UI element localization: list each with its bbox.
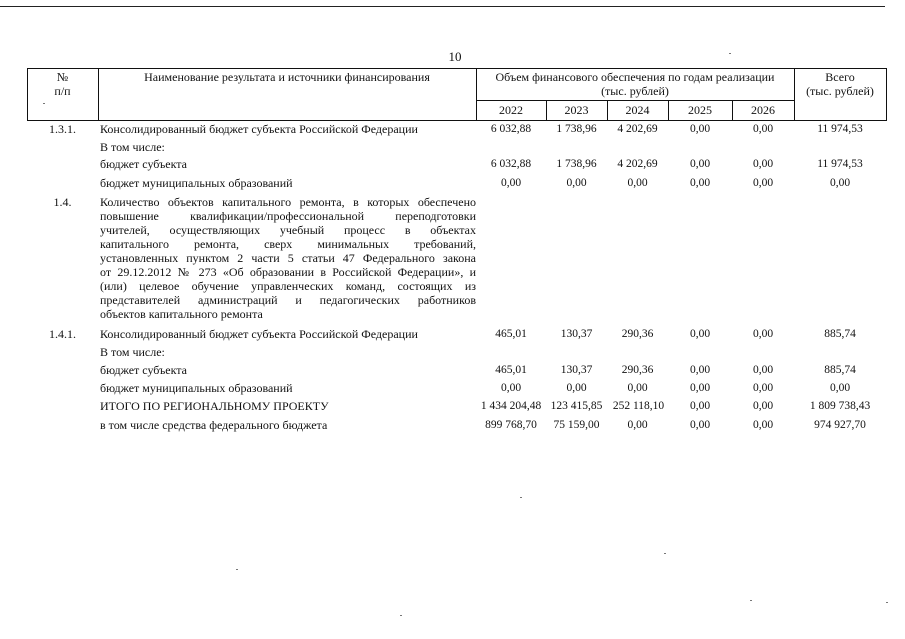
value-2023: 123 415,85 (550, 400, 603, 412)
value-2023: 75 159,00 (553, 419, 600, 431)
value-2022: 0,00 (500, 382, 522, 394)
value-2026: 0,00 (752, 158, 774, 170)
value-2023: 1 738,96 (556, 158, 597, 170)
row-name: В том числе: (100, 345, 165, 359)
value-2026: 0,00 (752, 382, 774, 394)
row-number: 1.4. (53, 195, 72, 209)
row-name: Консолидированный бюджет субъекта Российской Федерации (100, 122, 418, 136)
value-2024: 0,00 (627, 177, 648, 189)
value-2022: 465,01 (495, 364, 527, 376)
value-total: 11 974,53 (817, 123, 863, 135)
row-name: бюджет субъекта (100, 157, 188, 171)
value-2026: 0,00 (752, 177, 774, 189)
value-total: 0,00 (829, 382, 851, 394)
row-name: в том числе средства федерального бюджета (100, 418, 328, 432)
value-total: 11 974,53 (817, 158, 863, 170)
description-line: учителей, осуществляющих учебный процесс в объектах (100, 223, 476, 237)
value-2025: 0,00 (689, 328, 711, 340)
value-2025: 0,00 (689, 177, 711, 189)
row-name: ИТОГО ПО РЕГИОНАЛЬНОМУ ПРОЕКТУ (100, 399, 329, 413)
value-total: 1 809 738,43 (809, 400, 871, 412)
row-name: бюджет муниципальных образований (100, 381, 293, 395)
row-name: В том числе: (100, 140, 165, 154)
header-num-sub: п/п (54, 84, 71, 98)
value-total: 885,74 (824, 328, 856, 340)
value-2022: 1 434 204,48 (480, 400, 542, 412)
description-line: повышение квалификации/профессиональной переподготовки (100, 209, 476, 223)
value-2025: 0,00 (689, 158, 711, 170)
value-2026: 0,00 (752, 419, 774, 431)
description-line: объектов капитального ремонта (100, 307, 263, 321)
top-border-line (0, 6, 885, 7)
value-2022: 0,00 (500, 177, 522, 189)
description-line: представителей администраций и педагогических работников (100, 293, 476, 307)
value-2026: 0,00 (752, 364, 774, 376)
description-line: (или) целевое обучение управленческих команд, состоящих из (100, 279, 476, 293)
value-2024: 4 202,69 (617, 123, 658, 135)
value-2024: 290,36 (621, 328, 654, 340)
value-2024: 0,00 (627, 382, 648, 394)
value-2025: 0,00 (689, 382, 711, 394)
value-2026: 0,00 (752, 328, 774, 340)
page-number: 10 (448, 49, 462, 64)
header-name: Наименование результата и источники финансирования (144, 70, 430, 84)
header-year: 2023 (564, 103, 589, 117)
value-2022: 465,01 (495, 328, 527, 340)
row-name: бюджет муниципальных образований (100, 176, 293, 190)
value-total: 974 927,70 (814, 419, 866, 431)
header-year: 2026 (751, 103, 775, 117)
value-2023: 1 738,96 (556, 123, 597, 135)
row-number: 1.4.1. (49, 327, 76, 341)
value-2026: 0,00 (752, 123, 774, 135)
row-name: Консолидированный бюджет субъекта Российской Федерации (100, 327, 418, 341)
description-line: Количество объектов капитального ремонта, в которых обеспечено (100, 195, 476, 209)
value-2025: 0,00 (689, 419, 711, 431)
value-2025: 0,00 (689, 123, 711, 135)
value-2023: 0,00 (566, 177, 587, 189)
description-line: от 29.12.2012 № 273 «Об образовании в Российской Федерации», и (100, 265, 476, 279)
value-2024: 0,00 (627, 419, 648, 431)
header-volume: Объем финансового обеспечения по годам реализации (495, 70, 775, 84)
header-year: 2022 (499, 103, 523, 117)
row-name: бюджет субъекта (100, 363, 188, 377)
value-2024: 252 118,10 (612, 400, 665, 412)
header-total-unit: (тыс. рублей) (806, 84, 874, 98)
value-2022: 6 032,88 (490, 123, 532, 135)
header-num: № (56, 70, 69, 84)
value-2022: 899 768,70 (485, 419, 537, 431)
value-2024: 4 202,69 (617, 158, 658, 170)
value-2022: 6 032,88 (490, 158, 532, 170)
header-year: 2025 (688, 103, 712, 117)
description-line: установленных пунктом 2 части 5 статьи 47 Федерального закона (100, 251, 476, 265)
row-number: 1.3.1. (49, 122, 76, 136)
value-2025: 0,00 (689, 400, 711, 412)
description-line: капитального ремонта, сверх минимальных требований, (100, 237, 476, 251)
header-total: Всего (825, 70, 855, 84)
value-total: 0,00 (829, 177, 851, 189)
value-2023: 130,37 (560, 328, 593, 340)
value-2023: 130,37 (560, 364, 593, 376)
value-total: 885,74 (824, 364, 856, 376)
header-year: 2024 (625, 103, 650, 117)
value-2024: 290,36 (621, 364, 654, 376)
value-2023: 0,00 (566, 382, 587, 394)
value-2025: 0,00 (689, 364, 711, 376)
value-2026: 0,00 (752, 400, 774, 412)
header-volume-unit: (тыс. рублей) (601, 84, 669, 98)
